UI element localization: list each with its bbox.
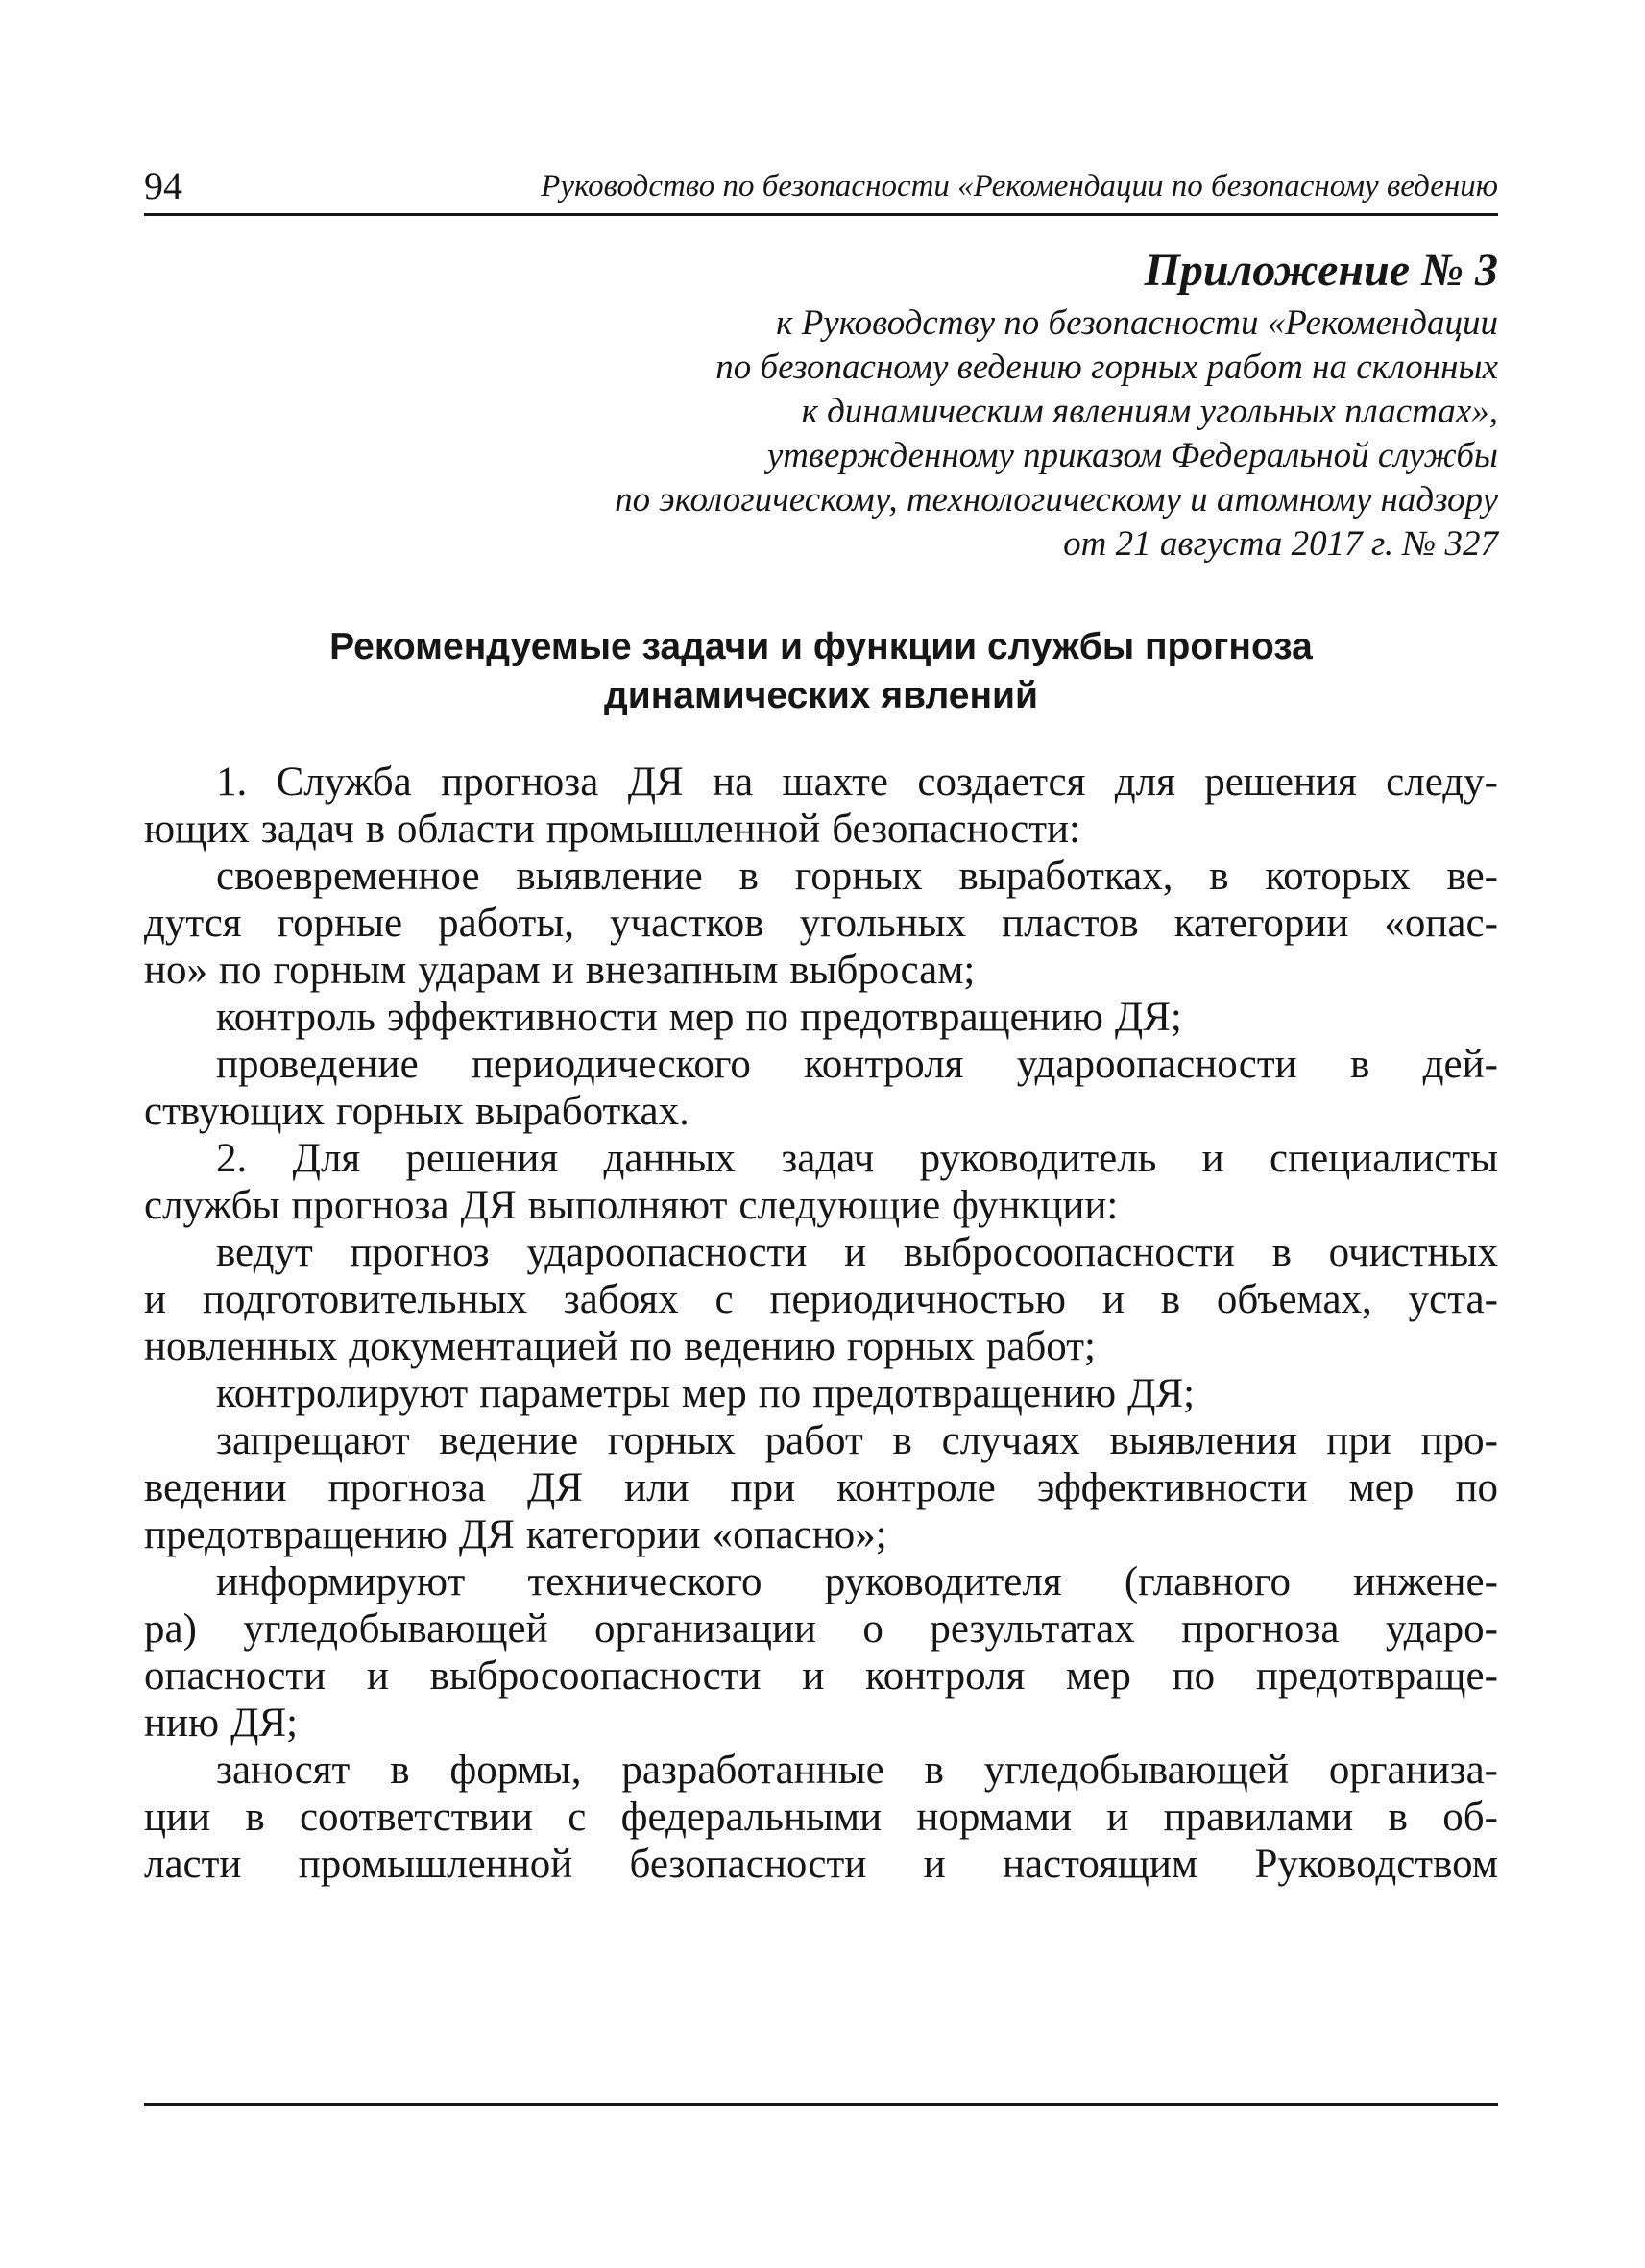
appendix-line: к динамическим явлениям угольных пластах», — [801, 392, 1498, 431]
running-header: Руководство по безопасности «Рекомендации по безопасному ведению — [541, 169, 1498, 204]
body-line: ющих задач в области промышленной безопасности: — [144, 807, 1081, 852]
body-line: ствующих горных выработках. — [144, 1089, 689, 1134]
body-line: ведут прогноз удароопасности и выбросоопасности в очистных — [216, 1230, 1498, 1275]
body-line: контроль эффективности мер по предотвращению ДЯ; — [216, 995, 1182, 1040]
body-line: ведении прогноза ДЯ или при контроле эффективности мер по — [144, 1465, 1498, 1510]
body-line: дутся горные работы, участков угольных пластов категории «опас- — [144, 901, 1498, 946]
footnote-rule — [144, 2103, 1498, 2106]
body-text — [144, 759, 1498, 1888]
appendix-line: к Руководству по безопасности «Рекомендации — [776, 303, 1498, 343]
body-line: контролируют параметры мер по предотвращению ДЯ; — [216, 1371, 1196, 1416]
body-line: ции в соответствии с федеральными нормами и правилами в об- — [144, 1795, 1498, 1840]
section-title-line: Рекомендуемые задачи и функции службы прогноза — [329, 626, 1313, 667]
body-line: службы прогноза ДЯ выполняют следующие функции: — [144, 1183, 1119, 1228]
body-line: нию ДЯ; — [144, 1701, 299, 1746]
section-title — [144, 622, 1498, 720]
appendix-block — [346, 240, 1498, 567]
section-title-line: динамических явлений — [603, 675, 1038, 716]
body-line: опасности и выбросоопасности и контроля мер по предотвраще- — [144, 1653, 1498, 1699]
body-line: 1. Служба прогноза ДЯ на шахте создается для решения следу- — [216, 760, 1498, 805]
page-number: 94 — [144, 164, 182, 207]
body-line: ра) угледобывающей организации о результатах прогноза ударо- — [144, 1606, 1498, 1652]
header-rule — [144, 213, 1498, 216]
body-line: своевременное выявление в горных выработках, в которых ве- — [216, 854, 1498, 899]
body-line: новленных документацией по ведению горных работ; — [144, 1324, 1096, 1369]
appendix-line: утвержденному приказом Федеральной службы — [766, 436, 1498, 475]
appendix-line: по экологическому, технологическому и атомному надзору — [615, 480, 1498, 519]
body-line: проведение периодического контроля удароопасности в дей- — [216, 1042, 1498, 1087]
body-line: предотвращению ДЯ категории «опасно»; — [144, 1512, 887, 1557]
body-line: заносят в формы, разработанные в угледобывающей организа- — [216, 1748, 1498, 1793]
body-line: но» по горным ударам и внезапным выбросам; — [144, 948, 976, 993]
body-line: и подготовительных забоях с периодичностью и в объемах, уста- — [144, 1277, 1498, 1322]
body-line: ласти промышленной безопасности и настоящим Руководством — [144, 1842, 1498, 1887]
body-line: запрещают ведение горных работ в случаях выявления при про- — [216, 1418, 1498, 1463]
appendix-title: Приложение № 3 — [1144, 245, 1498, 296]
appendix-line: по безопасному ведению горных работ на склонных — [715, 348, 1498, 387]
body-line: информируют технического руководителя (главного инжене- — [216, 1559, 1498, 1604]
appendix-line: от 21 августа 2017 г. № 327 — [1063, 524, 1498, 564]
body-line: 2. Для решения данных задач руководитель и специалисты — [216, 1136, 1498, 1181]
